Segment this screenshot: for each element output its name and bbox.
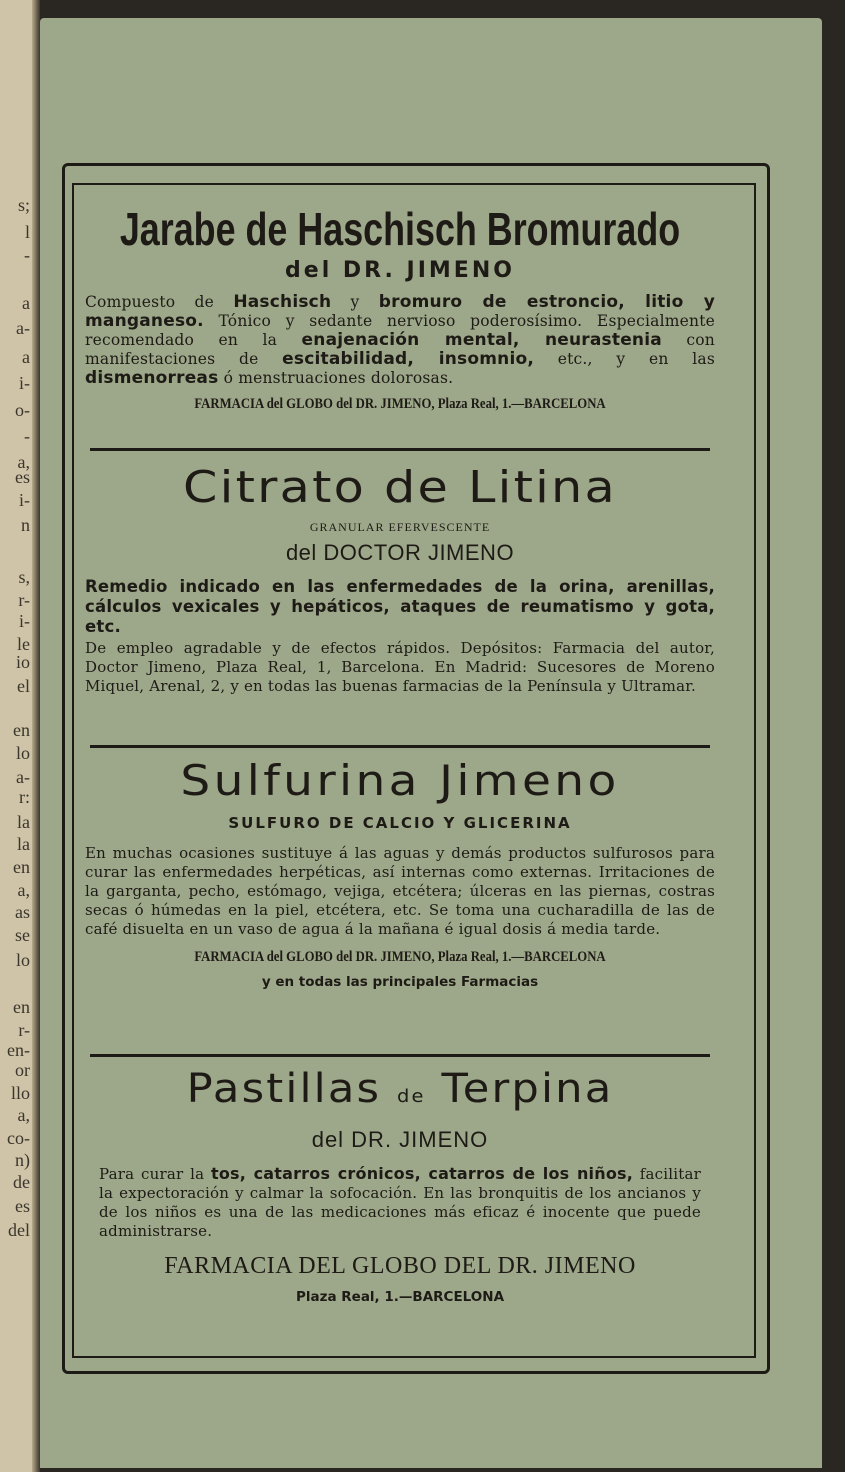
ad-body: De empleo agradable y de efectos rápidos. Depósitos: Farmacia del autor, Doctor Jimeno, Plaza Real, 1, Barcelona. En Madrid: Sucesores de Moreno Miquel, Arenal, 2, y en todas las buenas farmacias de la Península y Ultramar. bbox=[85, 639, 715, 695]
ad-address: FARMACIA del GLOBO del DR. JIMENO, Plaza Real, 1.—BARCELONA bbox=[194, 949, 606, 965]
ad-subtitle: del DR. JIMENO bbox=[311, 1127, 489, 1152]
ad-title: Jarabe de Haschisch Bromurado bbox=[119, 203, 681, 255]
ad-subtitle: del DR. JIMENO bbox=[285, 258, 515, 283]
body-text-segment: y bbox=[331, 293, 379, 311]
adjacent-page-text-fragment: r: bbox=[19, 787, 30, 807]
adjacent-page-text-fragment: r- bbox=[18, 1020, 30, 1040]
adjacent-page-text-fragment: se bbox=[15, 925, 30, 945]
advertisement-page bbox=[40, 18, 822, 1468]
body-text-segment: Para curar la bbox=[99, 1165, 211, 1183]
ad-subtitle: SULFURO DE CALCIO Y GLICERINA bbox=[228, 814, 572, 832]
adjacent-page-text-fragment: - bbox=[24, 245, 30, 265]
adjacent-page-text-fragment: le bbox=[17, 634, 30, 654]
adjacent-page-text-fragment: or bbox=[15, 1060, 30, 1080]
ad-title: Citrato de Litina bbox=[183, 462, 617, 513]
adjacent-page-text-fragment: a, bbox=[17, 1105, 30, 1125]
ad-body: En muchas ocasiones sustituye á las aguas y demás productos sulfurosos para curar las enfermedades herpéticas, así internas como externas. Irritaciones de la garganta, pecho, estómago, vejiga, etcétera; úlceras en las piernas, costras secas ó húmedas en la piel, etcétera, etc. Se toma una cucharadilla de las de café disuelta en un vaso de agua á la mañana é igual dosis á media tarde. bbox=[85, 844, 715, 938]
adjacent-page-text-fragment: co- bbox=[7, 1128, 30, 1148]
ad-title-part: Pastillas bbox=[186, 1066, 382, 1112]
ad-title bbox=[60, 1064, 740, 1122]
adjacent-page-text-fragment: de bbox=[13, 1172, 30, 1192]
adjacent-page-text-fragment: r- bbox=[18, 590, 30, 610]
body-text-emphasis: Haschisch bbox=[233, 292, 332, 312]
adjacent-page-text-fragment: en bbox=[13, 720, 30, 740]
adjacent-page-text-fragment: es bbox=[15, 1196, 30, 1216]
body-text-emphasis: tos, catarros crónicos, catarros de los niños, bbox=[210, 1164, 634, 1183]
adjacent-page-text-fragment: - bbox=[24, 426, 30, 446]
adjacent-page-text-fragment: i- bbox=[19, 490, 30, 510]
adjacent-page-text-fragment: s; bbox=[17, 195, 30, 215]
adjacent-page-text-fragment: n) bbox=[15, 1150, 30, 1170]
adjacent-page-text-fragment: i- bbox=[19, 373, 30, 393]
adjacent-page-text-fragment: del bbox=[8, 1220, 30, 1240]
ad-farmacia: FARMACIA DEL GLOBO DEL DR. JIMENO bbox=[164, 1253, 636, 1279]
body-text-emphasis: dismenorreas bbox=[85, 368, 219, 388]
ad-address: FARMACIA del GLOBO del DR. JIMENO, Plaza Real, 1.—BARCELONA bbox=[194, 396, 606, 412]
adjacent-page-text-fragment: l bbox=[24, 222, 30, 242]
adjacent-page-text-fragment: i- bbox=[19, 611, 30, 631]
ad-title-part: Terpina bbox=[441, 1066, 614, 1112]
ad-sulfurina-jimeno bbox=[85, 756, 715, 990]
section-divider bbox=[90, 1054, 710, 1057]
body-text-segment: con manifestaciones de bbox=[85, 331, 715, 368]
adjacent-page-text-fragment: o- bbox=[15, 400, 30, 420]
adjacent-page-text-fragment: en- bbox=[7, 1040, 30, 1060]
adjacent-page-text-fragment: n bbox=[21, 515, 30, 535]
adjacent-page-text-fragment: s, bbox=[18, 567, 30, 587]
ad-lead: Remedio indicado en las enfermedades de la orina, arenillas, cálculos vexicales y hepáticos, ataques de reumatismo y gota, etc. bbox=[85, 577, 715, 636]
body-text-segment: ó menstruaciones dolorosas. bbox=[218, 369, 454, 387]
adjacent-page-text-fragment: a- bbox=[16, 318, 30, 338]
adjacent-page-text-fragment: la bbox=[17, 812, 30, 832]
adjacent-page-text-fragment: lo bbox=[15, 950, 30, 970]
adjacent-page-text-fragment: lo bbox=[15, 743, 30, 763]
adjacent-page-text-fragment: as bbox=[15, 902, 30, 922]
body-text-emphasis: enajenación mental, neurastenia bbox=[301, 330, 662, 350]
adjacent-page-text-fragment: es bbox=[15, 467, 30, 487]
ad-subtitle: del DOCTOR JIMENO bbox=[285, 540, 515, 565]
body-text-segment: Compuesto de bbox=[85, 293, 234, 311]
adjacent-page-text-fragment: en bbox=[13, 997, 30, 1017]
adjacent-page-text-fragment: a- bbox=[16, 767, 30, 787]
ad-title: Sulfurina Jimeno bbox=[180, 756, 620, 805]
adjacent-page-text-fragment: la bbox=[17, 834, 30, 854]
body-text-segment: Tónico y sedante nervioso poderosísimo. Especialmente recomendado en la bbox=[85, 312, 715, 349]
adjacent-page-text-fragment: el bbox=[17, 676, 30, 696]
body-text-emphasis: escitabilidad, insomnio, bbox=[282, 349, 535, 369]
ad-note: y en todas las principales Farmacias bbox=[261, 974, 539, 990]
body-text-segment: facilitar la expectoración y calmar la sofocación. En las bronquitis de los ancianos y de los niños es una de las medicaciones más eficaz é inocente que puede administrarse. bbox=[99, 1165, 701, 1240]
adjacent-page-text-fragment: en bbox=[13, 857, 30, 877]
section-divider bbox=[90, 745, 710, 748]
adjacent-page-text-fragment: a, bbox=[17, 880, 30, 900]
ad-jarabe-haschisch bbox=[85, 203, 715, 413]
adjacent-page-text-fragment: a, bbox=[17, 452, 30, 472]
body-text-emphasis: bromuro de estroncio, litio y manganeso. bbox=[85, 292, 716, 331]
ad-citrato-litina bbox=[85, 462, 715, 696]
ad-title-connector: de bbox=[397, 1086, 426, 1107]
body-text-segment: etc., y en las bbox=[534, 350, 715, 368]
adjacent-page-text-fragment: a bbox=[22, 293, 30, 313]
ad-pastillas-terpina bbox=[85, 1064, 715, 1305]
ad-body bbox=[85, 1164, 715, 1241]
ad-tagline: GRANULAR EFERVESCENTE bbox=[309, 520, 491, 534]
ad-address: Plaza Real, 1.—BARCELONA bbox=[295, 1289, 505, 1305]
adjacent-page-text-fragment: a bbox=[22, 347, 30, 367]
adjacent-page-text-fragment: llo bbox=[10, 1083, 30, 1103]
section-divider bbox=[90, 448, 710, 451]
ad-body bbox=[85, 293, 715, 388]
page-gutter-shadow bbox=[32, 0, 40, 1472]
adjacent-page-text-fragment: io bbox=[15, 652, 30, 672]
adjacent-page-margin bbox=[0, 0, 40, 1472]
